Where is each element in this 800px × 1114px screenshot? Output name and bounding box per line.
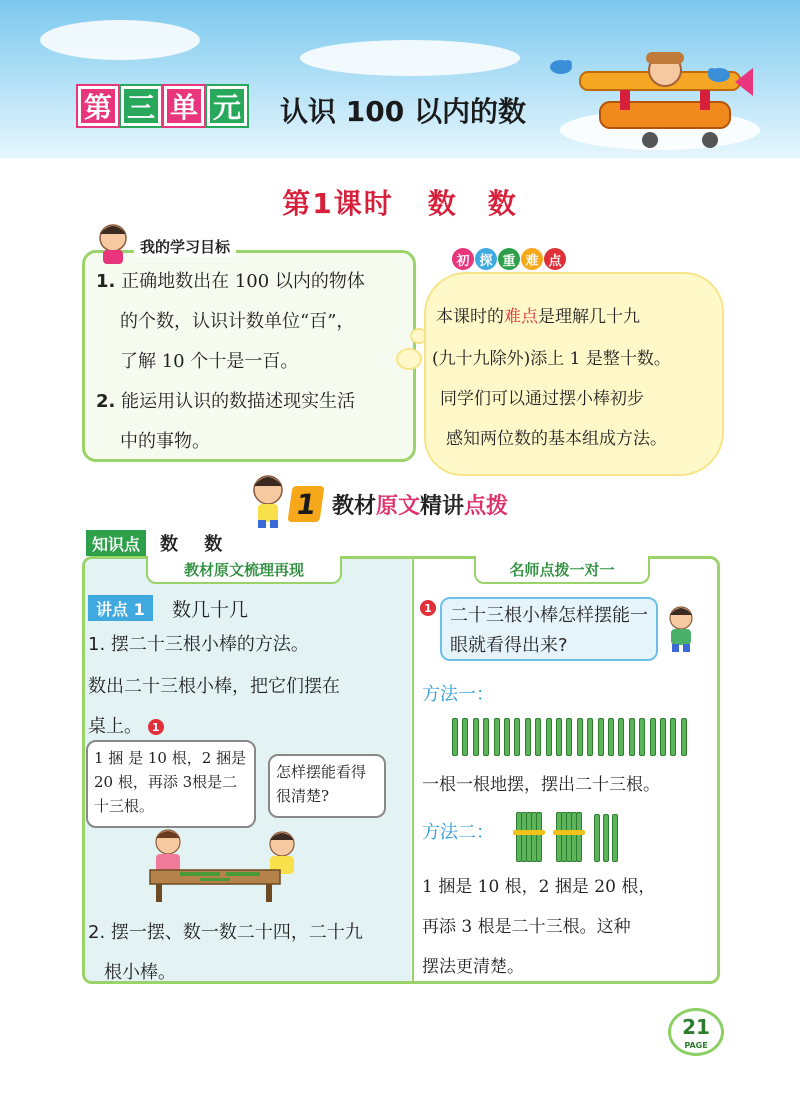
bird-icon [706,64,732,84]
goal-item [96,382,355,422]
step-text: 根小棒。 [104,962,176,983]
hint-text: (九十九除外)添上 1 是整十数。 [432,349,671,369]
lesson-prefix: 第 [282,187,313,220]
page-number: 21 [682,1015,710,1039]
step-text: 1. 摆二十三根小棒的方法。 [88,634,309,655]
section-title-part: 精讲 [420,493,465,519]
tag-char: 探 [475,248,497,270]
bird-icon [548,56,574,76]
counting-stick [650,718,656,756]
counting-stick [629,718,635,756]
question-bubble: 二十三根小棒怎样摆能一眼就看得出来? [440,597,658,661]
goal-text: 能运用认识的数描述现实生活 [121,391,356,412]
children-counting-sticks-illustration [140,826,320,904]
unit-label [78,86,247,126]
goal-number: 2. [96,391,116,412]
method-text: 再添 3 根是二十三根。这种 [422,917,631,937]
counting-stick [494,718,500,756]
goal-text: 了解 10 个十是一百。 [120,351,299,372]
unit-title: 认识 100 以内的数 [280,95,526,128]
single-stick [594,814,600,862]
lesson-number: 1 [312,187,334,220]
point-title: 数几十几 [172,599,249,621]
hint-text [436,302,640,327]
body-text-part: 桌上。 [88,716,142,737]
body-text: 数出二十三根小棒，把它们摆在 [88,676,340,697]
unit-char: 元 [207,86,247,126]
reference-badge: 1 [420,600,436,616]
cloud-decoration [40,20,200,60]
single-stick [612,814,618,862]
counting-stick [525,718,531,756]
reference-badge: 1 [148,719,164,735]
section-number: 1 [287,486,324,522]
speech-bubble-boy: 怎样摆能看得很清楚? [268,754,386,818]
goal-text: 中的事物。 [120,431,210,452]
counting-stick [618,718,624,756]
boy-thinking-icon [664,604,698,654]
lesson-title [0,182,800,222]
right-column-tab: 名师点拨一对一 [474,556,650,584]
knowledge-point-label: 知识点 [86,530,146,556]
counting-stick [587,718,593,756]
hint-text-part: 本课时的 [436,307,504,327]
section-title-part: 原文 [376,493,421,519]
method-text: 摆法更清楚。 [422,957,524,977]
section-title-part: 点拨 [464,493,509,519]
column-divider [412,559,414,981]
lesson-name: 数 数 [427,187,518,220]
single-stick [603,814,609,862]
counting-stick [598,718,604,756]
section-heading [290,486,508,522]
tag-char: 点 [544,248,566,270]
unit-char: 三 [121,86,161,126]
goal-number: 1. [96,271,116,292]
counting-stick [670,718,676,756]
section-title [332,489,508,520]
counting-stick [462,718,468,756]
bundle-tie [553,830,585,835]
counting-stick [504,718,510,756]
counting-stick [473,718,479,756]
tag-char: 重 [498,248,520,270]
page-number-badge [668,1008,724,1056]
tag-char: 难 [521,248,543,270]
step-text: 2. 摆一摆、数一数二十四，二十九 [88,922,363,943]
counting-stick [660,718,666,756]
counting-stick [608,718,614,756]
body-text [88,712,164,738]
goal-text: 正确地数出在 100 以内的物体 [121,271,365,292]
thought-dot [398,350,420,368]
method-text: 1 捆是 10 根，2 捆是 20 根， [422,877,656,897]
cloud-decoration [300,40,520,76]
counting-stick [681,718,687,756]
left-column-tab: 教材原文梳理再现 [146,556,342,584]
bundle-tie [513,830,545,835]
hint-text-part: 是理解几十九 [538,307,640,327]
point-label: 讲点 1 [88,595,153,621]
hint-text: 同学们可以通过摆小棒初步 [440,389,644,409]
goal-text: 的个数，认识计数单位“百”， [120,311,355,332]
lesson-suffix: 课时 [333,187,394,220]
counting-stick [535,718,541,756]
page-word: PAGE [684,1041,708,1050]
method-text: 一根一根地摆，摆出二十三根。 [422,775,660,795]
boy-avatar-icon [94,222,132,266]
unit-char: 第 [78,86,118,126]
learning-goals-label: 我的学习目标 [134,236,236,257]
goal-item [96,262,365,302]
method-label: 方法一： [422,684,494,705]
hint-emphasis: 难点 [504,307,538,327]
knowledge-point-title: 数 数 [160,534,233,555]
counting-stick [452,718,458,756]
airplane-illustration [560,40,760,155]
difficulty-tags [452,248,566,270]
counting-stick [514,718,520,756]
speech-bubble-girl: 1 捆 是 10 根，2 捆是 20 根，再添 3根是二十三根。 [86,740,256,828]
method-label: 方法二： [422,822,494,843]
counting-stick [639,718,645,756]
thought-dot [412,330,426,342]
boy-character-icon [248,474,288,530]
unit-char: 单 [164,86,204,126]
bundled-stick [536,812,542,862]
unit-header-banner [0,0,800,158]
bundled-stick [576,812,582,862]
tag-char: 初 [452,248,474,270]
counting-stick [546,718,552,756]
counting-stick [577,718,583,756]
section-title-part: 教材 [332,493,377,519]
hint-text: 感知两位数的基本组成方法。 [446,429,667,449]
counting-stick [483,718,489,756]
counting-stick [556,718,562,756]
counting-stick [566,718,572,756]
